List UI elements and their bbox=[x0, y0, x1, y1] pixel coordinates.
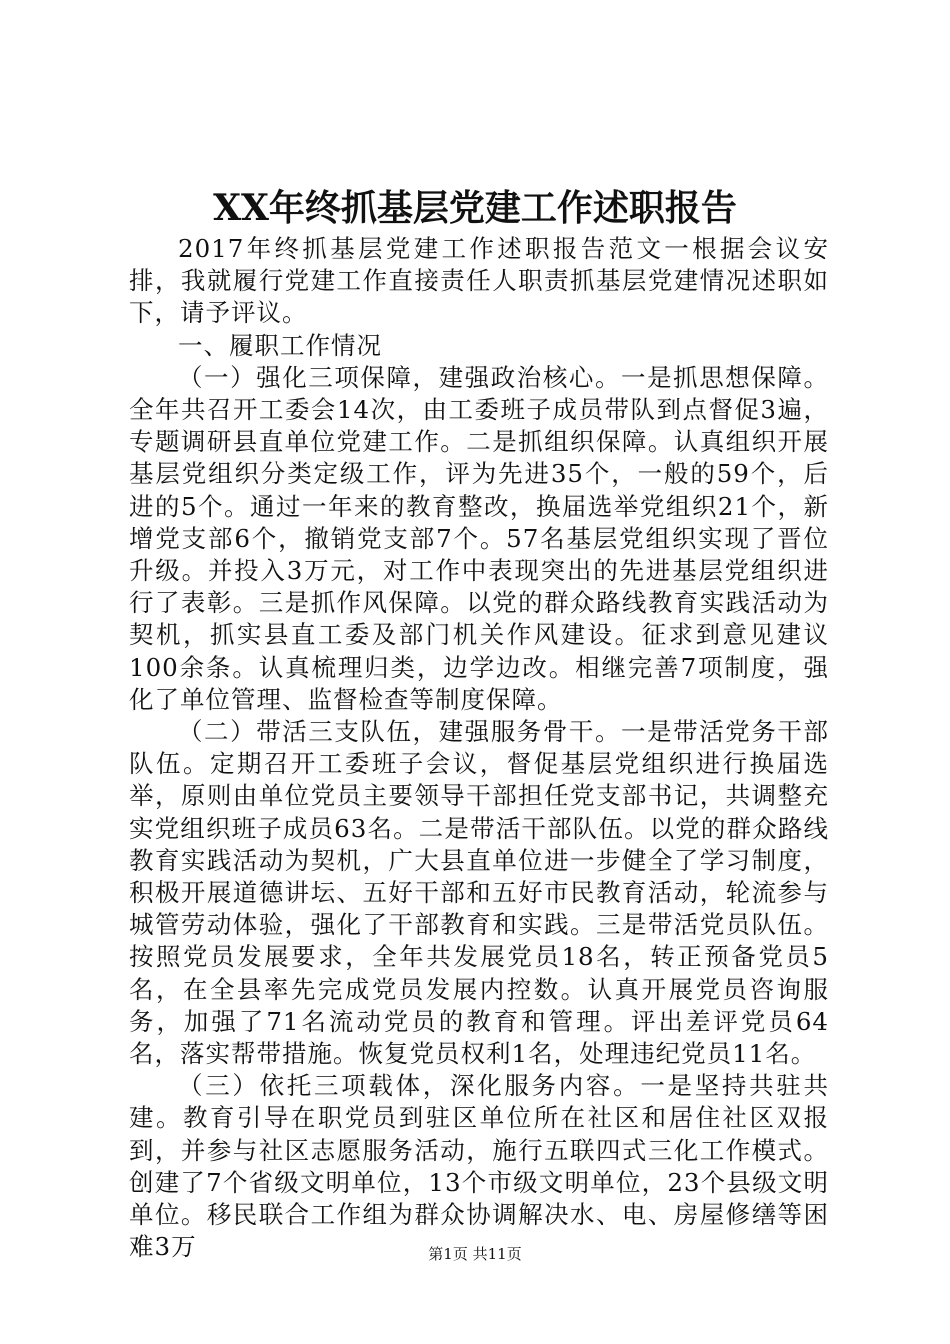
document-title: XX年终抓基层党建工作述职报告 bbox=[213, 187, 737, 229]
section-heading: 一、履职工作情况 bbox=[178, 330, 382, 360]
body-paragraph: （二）带活三支队伍，建强服务骨干。一是带活党务干部队伍。定期召开工委班子会议，督促基层党组织进行换届选举，原则由单位党员主要领导干部担任党支部书记，共调整充实党组织班子成员63名。二是带活干部队伍。以党的群众路线教育实践活动为契机，广大县直单位进一步健全了学习制度，积极开展道德讲坛、五好干部和五好市民教育活动，轮流参与城管劳动体验，强化了干部教育和实践。三是带活党员队伍。按照党员发展要求，全年共发展党员18名，转正预备党员5名，在全县率先完成党员发展内控数。认真开展党员咨询服务，加强了71名流动党员的教育和管理。评出差评党员64名，落实帮带措施。恢复党员权利1名，处理违纪党员11名。 bbox=[129, 717, 829, 1069]
body-paragraph: （一）强化三项保障，建强政治核心。一是抓思想保障。全年共召开工委会14次，由工委班子成员带队到点督促3遍，专题调研县直单位党建工作。二是抓组织保障。认真组织开展基层党组织分类定级工作，评为先进35个，一般的59个，后进的5个。通过一年来的教育整改，换届选举党组织21个，新增党支部6个，撤销党支部7个。57名基层党组织实现了晋位升级。并投入3万元，对工作中表现突出的先进基层党组织进行了表彰。三是抓作风保障。以党的群众路线教育实践活动为契机，抓实县直工委及部门机关作风建设。征求到意见建议100余条。认真梳理归类，边学边改。相继完善7项制度，强化了单位管理、监督检查等制度保障。 bbox=[129, 362, 829, 714]
document-body bbox=[129, 233, 829, 1264]
page-footer: 第1页 共11页 bbox=[428, 1245, 522, 1263]
intro-paragraph: 2017年终抓基层党建工作述职报告范文一根据会议安排，我就履行党建工作直接责任人职责抓基层党建情况述职如下，请予评议。 bbox=[129, 234, 829, 328]
body-paragraph: （三）依托三项载体，深化服务内容。一是坚持共驻共建。教育引导在职党员到驻区单位所在社区和居住社区双报到，并参与社区志愿服务活动，施行五联四式三化工作模式。创建了7个省级文明单位，13个市级文明单位，23个县级文明单位。移民联合工作组为群众协调解决水、电、房屋修缮等困难3万 bbox=[129, 1071, 829, 1262]
